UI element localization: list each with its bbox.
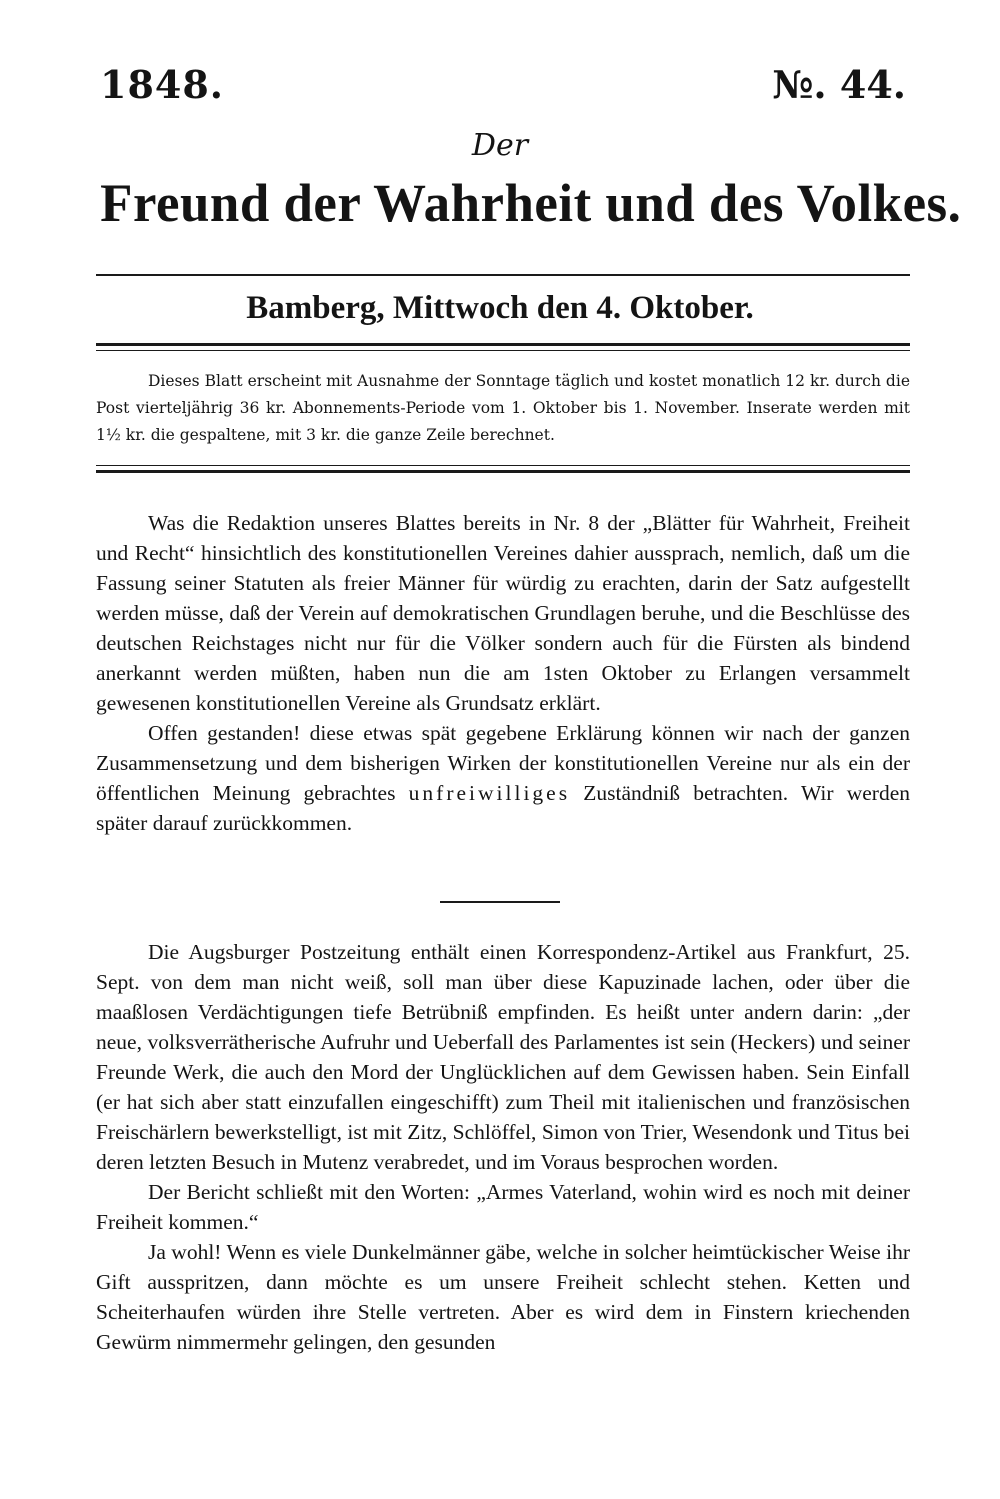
article-paragraph [96, 718, 910, 838]
article-redaktion [96, 508, 910, 838]
article-separator [440, 901, 560, 903]
article-paragraph: Ja wohl! Wenn es viele Dunkelmänner gäbe, welche in solcher heimtückischer Weise ihr Gift ausspritzen, dann möchte es um unsere Freiheit schlecht stehen. Ketten und Scheiterhaufen würden ihre Stelle vertreten. Aber es wird dem in Finstern kriechenden Gewürm nimmermehr gelingen, den gesunden [96, 1240, 910, 1354]
subscription-notice [96, 368, 910, 449]
double-rule-bottom-b [96, 470, 910, 473]
emphasized-word: unfreiwilliges [408, 781, 571, 805]
masthead-title: Freund der Wahrheit und des Volkes. [100, 173, 962, 233]
issue-number: №. 44. [772, 62, 906, 107]
double-rule-top-b [96, 350, 910, 351]
article-paragraph: Der Bericht schließt mit den Worten: „Armes Vaterland, wohin wird es noch mit deiner Freiheit kommen.“ [96, 1180, 910, 1234]
dateline: Bamberg, Mittwoch den 4. Oktober. [246, 290, 754, 326]
article-paragraph: Die Augsburger Postzeitung enthält einen Korrespondenz-Artikel aus Frankfurt, 25. Sept. von dem man nicht weiß, soll man über diese Kapuzinade lachen, oder über die maaßlosen Verdächtigungen tiefe Betrübniß empfinden. Es heißt unter andern darin: „der neue, volksverrätherische Aufruhr und Ueberfall des Parlamentes ist sein (Heckers) und seiner Freunde Werk, die auch den Mord der Unglücklichen auf dem Gewissen haben. Sein Einfall (er hat sich aber statt einzufallen eingeschifft) zum Theil mit italienischen und französischen Freischärlern bewerkstelligt, ist mit Zitz, Schlöffel, Simon von Trier, Wesendonk und Titus bei deren letzten Besuch in Mutenz verabredet, und im Voraus besprochen worden. [96, 940, 910, 1174]
subscription-text: Dieses Blatt erscheint mit Ausnahme der Sonntage täglich und kostet monatlich 12 kr. durch die Post vierteljährig 36 kr. Abonnements-Periode vom 1. Oktober bis 1. November. Inserate werden mit 1½ kr. die gespaltene, mit 3 kr. die ganze Zeile berechnet. [96, 372, 910, 444]
article-postzeitung [96, 937, 910, 1357]
double-rule-top-a [96, 343, 910, 346]
double-rule-bottom-a [96, 465, 910, 466]
masthead-article: Der [471, 128, 529, 163]
year: 1848. [100, 62, 224, 107]
article-paragraph: Was die Redaktion unseres Blattes bereits in Nr. 8 der „Blätter für Wahrheit, Freiheit und Recht“ hinsichtlich des konstitutionellen Vereines dahier aussprach, nemlich, daß um die Fassung seiner Statuten als freier Männer für würdig zu erachten, darin der Satz aufgestellt werden müsse, daß der Verein auf demokratischen Grundlagen beruhe, und die Beschlüsse des deutschen Reichstages nicht nur für die Völker sondern auch für die Fürsten als bindend anerkannt werden müßten, haben nun die am 1sten Oktober zu Erlangen versammelt gewesenen konstitutionellen Vereine als Grundsatz erklärt. [96, 511, 910, 715]
paragraph-text: Zuständniß betrachten. Wir werden später darauf zurückkommen. [96, 781, 910, 835]
masthead-rule [96, 274, 910, 276]
paragraph-text: Offen gestanden! diese etwas spät gegebene Erklärung können wir nach der ganzen Zusammensetzung und dem bisherigen Wirken der konstitutionellen Vereine nur als ein der öffentlichen Meinung gebrachtes [96, 721, 910, 805]
